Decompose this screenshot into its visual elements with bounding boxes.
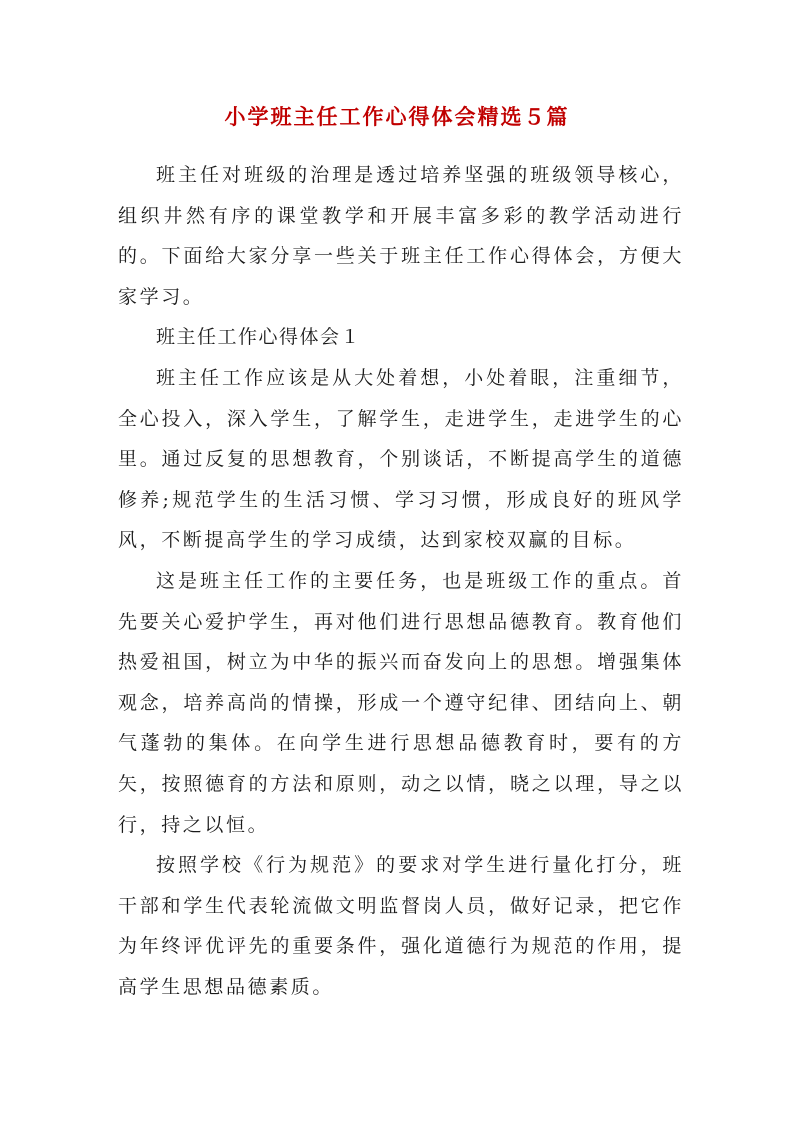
document-body <box>118 155 684 1007</box>
paragraph-2: 这是班主任工作的主要任务，也是班级工作的重点。首先要关心爱护学生，再对他们进行思想品德教育。教育他们热爱祖国，树立为中华的振兴而奋发向上的思想。增强集体观念，培养高尚的情操，形成一个遵守纪律、团结向上、朝气蓬勃的集体。在向学生进行思想品德教育时，要有的方矢，按照德育的方法和原则，动之以情，晓之以理，导之以行，持之以恒。 <box>118 569 684 836</box>
paragraph-1: 班主任工作应该是从大处着想，小处着眼，注重细节，全心投入，深入学生，了解学生，走进学生，走进学生的心里。通过反复的思想教育，个别谈话，不断提高学生的道德修养;规范学生的生活习惯、学习习惯，形成良好的班风学风，不断提高学生的学习成绩，达到家校双赢的目标。 <box>118 366 684 552</box>
paragraph-intro: 班主任对班级的治理是透过培养坚强的班级领导核心，组织井然有序的课堂教学和开展丰富多彩的教学活动进行的。下面给大家分享一些关于班主任工作心得体会，方便大家学习。 <box>118 164 684 308</box>
section-heading: 班主任工作心得体会１ <box>156 326 362 349</box>
paragraph-3: 按照学校《行为规范》的要求对学生进行量化打分，班干部和学生代表轮流做文明监督岗人员，做好记录，把它作为年终评优评先的重要条件，强化道德行为规范的作用，提高学生思想品德素质。 <box>118 854 684 998</box>
document-title: 小学班主任工作心得体会精选５篇 <box>224 104 570 129</box>
